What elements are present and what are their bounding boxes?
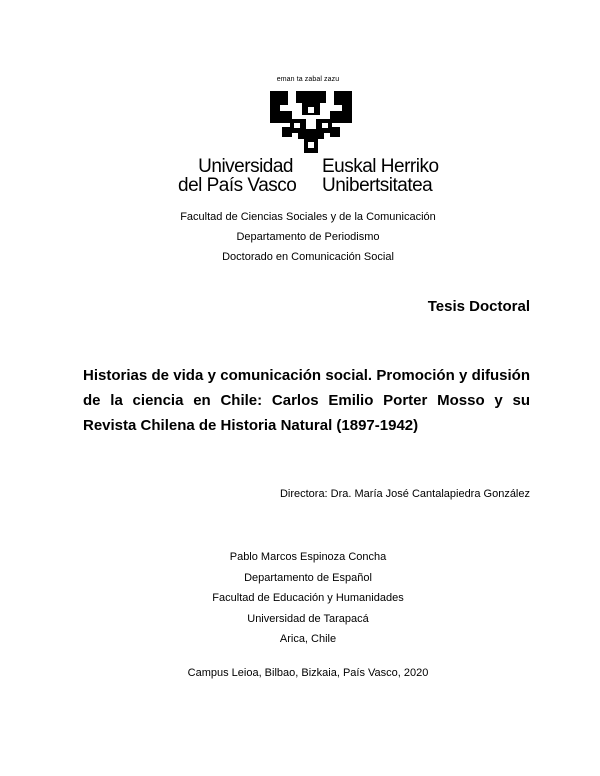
university-name-basque-line2: Unibertsitatea [322,175,433,196]
author-university: Universidad de Tarapacá [247,612,369,625]
author-name: Pablo Marcos Espinoza Concha [229,551,387,563]
author-department: Departamento de Español [244,571,372,584]
doctorate-program: Doctorado en Comunicación Social [222,251,394,263]
author-city: Arica, Chile [279,633,337,645]
university-name-spanish [178,156,297,196]
campus-date: Campus Leioa, Bilbao, Bizkaia, País Vasco, 2020 [187,667,429,679]
faculty-name: Facultad de Ciencias Sociales y de la Comunicación [180,211,436,223]
author-faculty: Facultad de Educación y Humanidades [212,592,404,604]
university-name-spanish-line2: del País Vasco [178,175,297,196]
thesis-title: Historias de vida y comunicación social. Promoción y difusión de la ciencia en Chile: Carlos Emilio Porter Mosso y su Revista Chilena de Historia Natural (1897-1942) [83,367,530,434]
author-block [0,547,600,650]
thesis-director: Directora: Dra. María José Cantalapiedra González [279,488,530,500]
department-name: Departamento de Periodismo [236,231,380,243]
upv-ehu-logo-icon [268,89,354,155]
thesis-label: Tesis Doctoral [427,298,530,315]
university-name-spanish-line1: Universidad [198,156,293,177]
university-motto: eman ta zabal zazu [276,76,340,83]
university-name-basque-line1: Euskal Herriko [322,156,439,177]
faculty-block [0,207,600,267]
university-name-basque [322,157,439,195]
